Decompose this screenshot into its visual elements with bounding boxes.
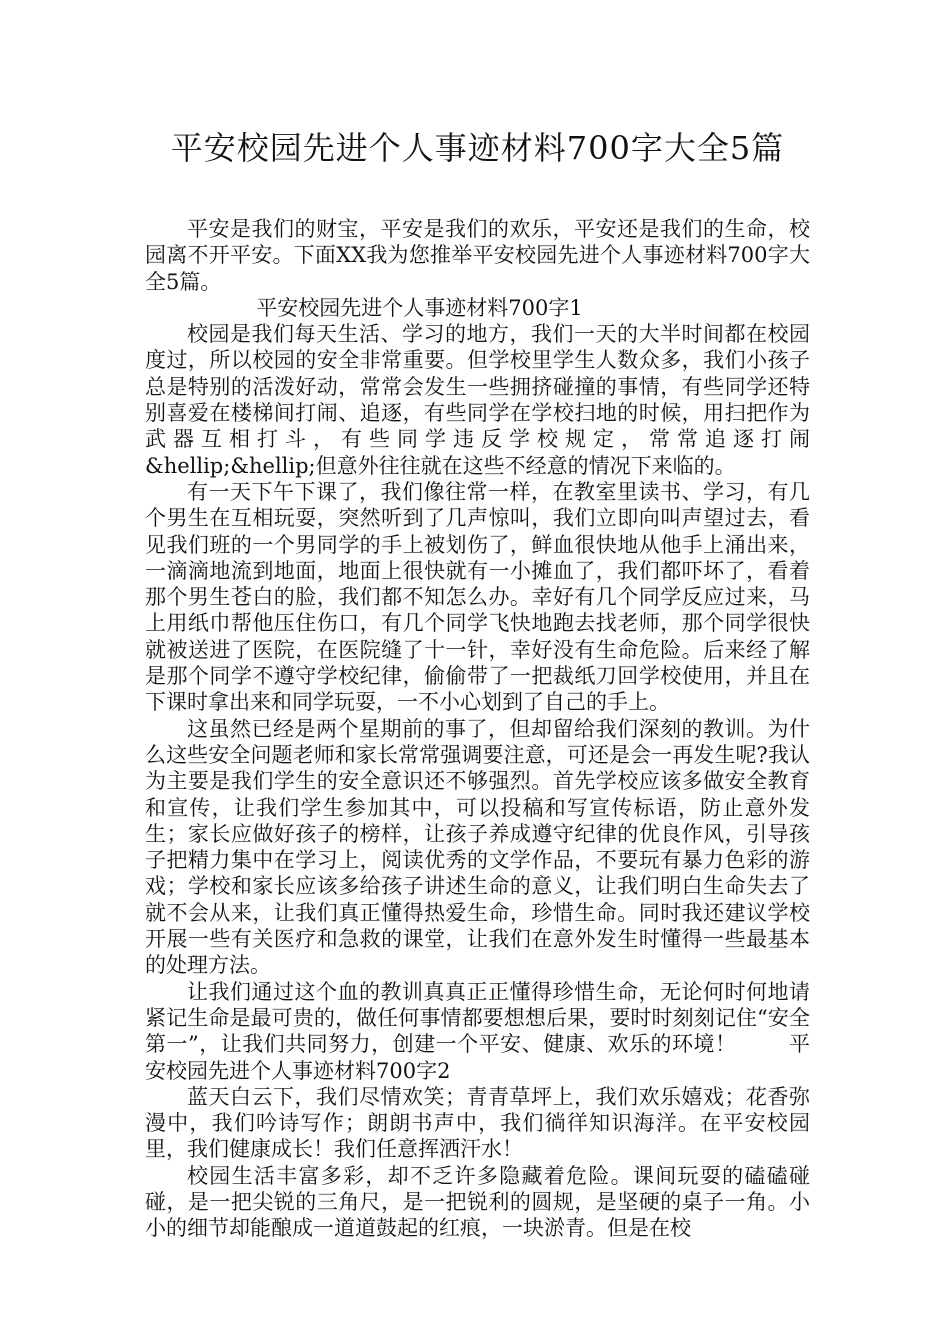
paragraph-2: 有一天下午下课了，我们像往常一样，在教室里读书、学习，有几个男生在互相玩耍，突然听到了几声惊叫，我们立即向叫声望过去，看见我们班的一个男同学的手上被划伤了，鲜血很快地从他手上涌出来，一滴滴地流到地面，地面上很快就有一小摊血了，我们都吓坏了，看着那个男生苍白的脸，我们都不知怎么办。幸好有几个同学反应过来，马上用纸巾帮他压住伤口，有几个同学飞快地跑去找老师，那个同学很快就被送进了医院，在医院缝了十一针，幸好没有生命危险。后来经了解是那个同学不遵守学校纪律，偷偷带了一把裁纸刀回学校使用，并且在下课时拿出来和同学玩耍，一不小心划到了自己的手上。 <box>145 479 810 715</box>
document-title: 平安校园先进个人事迹材料700字大全5篇 <box>170 129 785 167</box>
paragraph-3: 这虽然已经是两个星期前的事了，但却留给我们深刻的教训。为什么这些安全问题老师和家长常常强调要注意，可还是会一再发生呢?我认为主要是我们学生的安全意识还不够强烈。首先学校应该多做安全教育和宣传，让我们学生参加其中，可以投稿和写宣传标语，防止意外发生；家长应做好孩子的榜样，让孩子养成遵守纪律的优良作风，引导孩子把精力集中在学习上，阅读优秀的文学作品，不要玩有暴力色彩的游戏；学校和家长应该多给孩子讲述生命的意义，让我们明白生命失去了就不会从来，让我们真正懂得热爱生命，珍惜生命。同时我还建议学校开展一些有关医疗和急救的课堂，让我们在意外发生时懂得一些最基本的处理方法。 <box>145 716 810 978</box>
paragraph-6: 校园生活丰富多彩，却不乏许多隐藏着危险。课间玩耍的磕磕碰碰，是一把尖锐的三角尺，是一把锐利的圆规，是坚硬的桌子一角。小小的细节却能酿成一道道鼓起的红痕，一块淤青。但是在校 <box>145 1163 810 1241</box>
intro-paragraph: 平安是我们的财宝，平安是我们的欢乐，平安还是我们的生命，校园离不开平安。下面XX我为您推举平安校园先进个人事迹材料700字大全5篇。 <box>145 217 810 294</box>
section-1-heading: 平安校园先进个人事迹材料700字1 <box>256 295 583 320</box>
section-2-heading: 平安校园先进个人事迹材料700字2 <box>145 1032 810 1083</box>
paragraph-5: 蓝天白云下，我们尽情欢笑；青青草坪上，我们欢乐嬉戏；花香弥漫中，我们吟诗写作；朗朗书声中，我们徜徉知识海洋。在平安校园里，我们健康成长！我们任意挥洒汗水！ <box>145 1084 810 1162</box>
paragraph-1: 校园是我们每天生活、学习的地方，我们一天的大半时间都在校园度过，所以校园的安全非常重要。但学校里学生人数众多，我们小孩子总是特别的活泼好动，常常会发生一些拥挤碰撞的事情，有些同学还特别喜爱在楼梯间打闹、追逐，有些同学在学校扫地的时候，用扫把作为武器互相打斗，有些同学违反学校规定，常常追逐打闹&hellip;&hellip;但意外往往就在这些不经意的情况下来临的。 <box>145 322 810 478</box>
paragraph-4 <box>145 979 810 1084</box>
paragraph-4-text: 让我们通过这个血的教训真真正正懂得珍惜生命，无论何时何地请紧记生命是最可贵的，做任何事情都要想想后果，要时时刻刻记住“安全第一”，让我们共同努力，创建一个平安、健康、欢乐的环境！ <box>145 979 810 1057</box>
